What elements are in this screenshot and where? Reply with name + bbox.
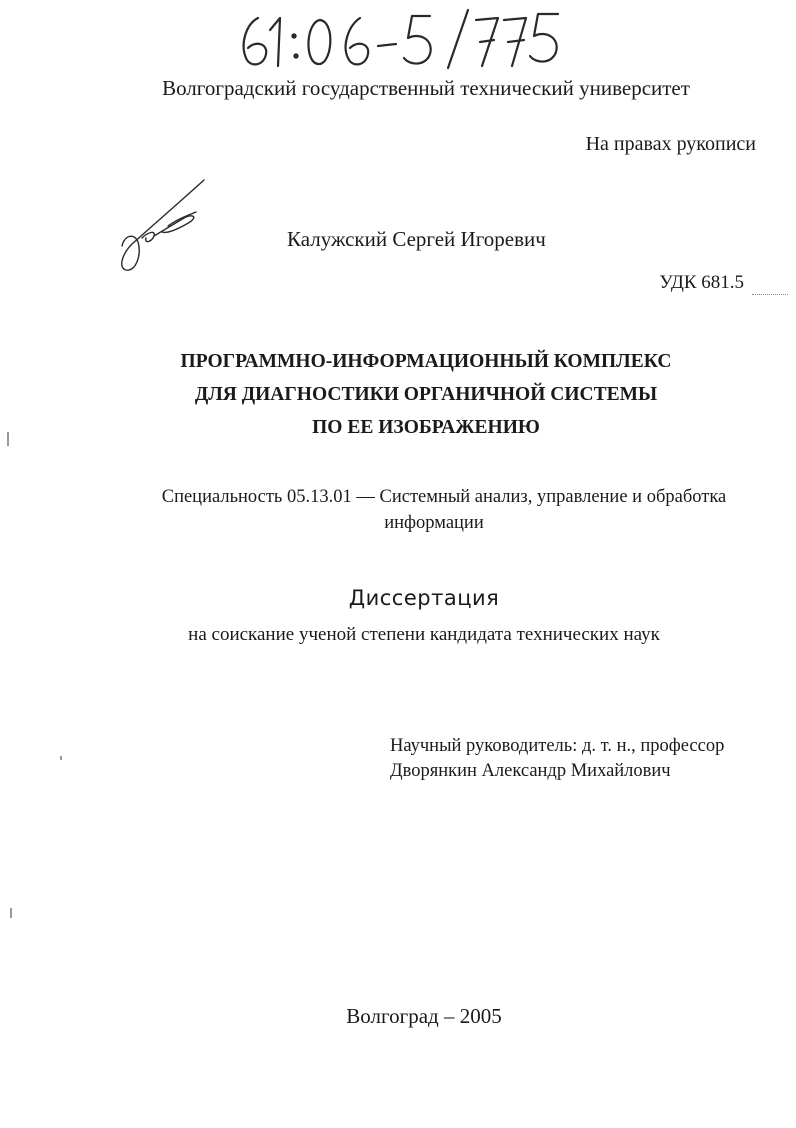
specialty-line-2: информации: [384, 513, 484, 533]
university-name: Волгоградский государственный технический университет: [162, 76, 690, 100]
supervisor-block: [390, 734, 724, 784]
scan-artifact: [60, 756, 62, 760]
rights-note: На правах рукописи: [585, 133, 756, 155]
supervisor-name: Дворянкин Александр Михайлович: [390, 761, 671, 781]
title-line-2: ДЛЯ ДИАГНОСТИКИ ОРГАНИЧНОЙ СИСТЕМЫ: [194, 384, 658, 405]
author-signature: [112, 176, 212, 276]
dissertation-title: [0, 345, 796, 444]
supervisor-title: Научный руководитель: д. т. н., профессор: [390, 736, 725, 756]
udk-dotted-line: [752, 294, 788, 295]
dissertation-heading: Диссертация: [348, 586, 500, 610]
udk-code: УДК 681.5: [659, 272, 744, 293]
title-line-1: ПРОГРАММНО-ИНФОРМАЦИОННЫЙ КОМПЛЕКС: [180, 351, 672, 372]
title-line-3: ПО ЕЕ ИЗОБРАЖЕНИЮ: [312, 417, 540, 438]
specialty-line-1: Специальность 05.13.01 — Системный анализ, управление и обработка: [161, 487, 727, 507]
city-year: Волгоград – 2005: [346, 1004, 502, 1028]
author-name: Калужский Сергей Игоревич: [287, 227, 546, 251]
scan-artifact: [7, 432, 9, 446]
scan-artifact: [10, 908, 12, 918]
handwritten-archive-code: [236, 6, 566, 72]
dissertation-subtitle: на соискание ученой степени кандидата технических наук: [188, 624, 660, 645]
